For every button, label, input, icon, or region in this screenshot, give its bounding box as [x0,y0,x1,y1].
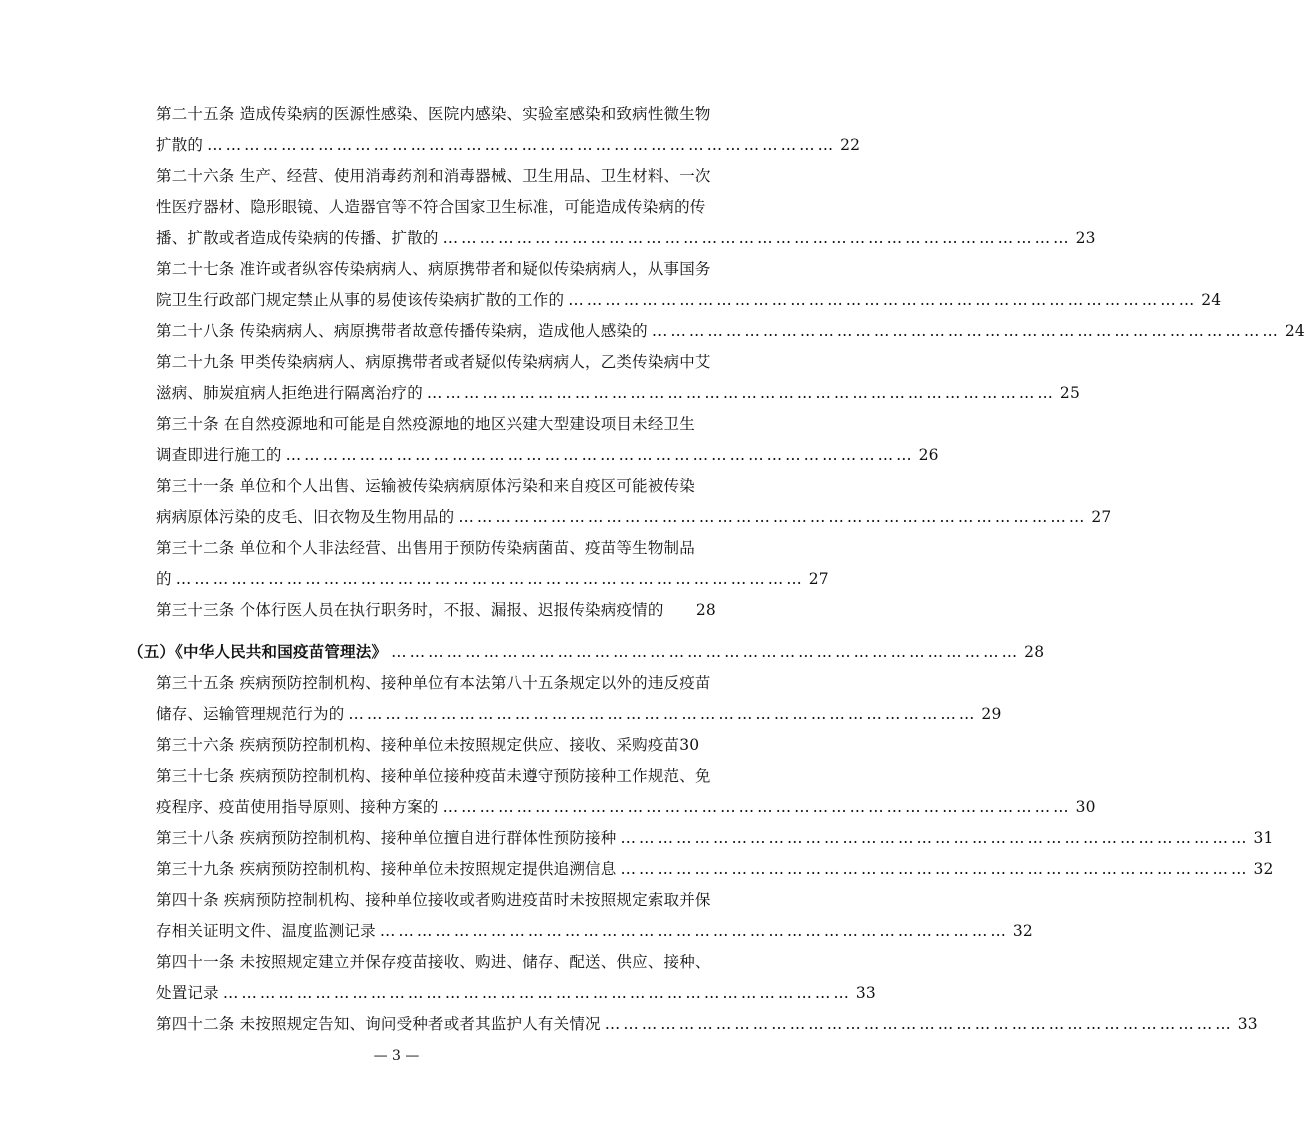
toc-page-number: 25 [1059,384,1081,402]
toc-page-number: 23 [1075,229,1096,247]
toc-line [156,159,716,193]
toc-text: 扩散的 [156,136,204,154]
toc-entry [156,221,1096,255]
toc-entry [156,976,876,1010]
toc-line [156,252,716,286]
toc-entry [156,697,1002,731]
toc-page-number: 27 [808,570,829,588]
toc-text: 第三十五条 疾病预防控制机构、接种单位有本法第八十五条规定以外的违反疫苗 [156,674,711,692]
toc-line [156,728,716,762]
toc-text: 疫程序、疫苗使用指导原则、接种方案的 [156,798,439,816]
toc-line [156,190,716,224]
toc-line [156,759,716,793]
toc-line [156,945,716,979]
toc-page-number: 27 [1091,508,1112,526]
toc-page-number: 31 [1253,829,1274,847]
toc-text: 性医疗器材、隐形眼镜、人造器官等不符合国家卫生标准，可能造成传染病的传 [156,198,706,216]
toc-entry [156,914,1033,948]
toc-text: 播、扩散或者造成传染病的传播、扩散的 [156,229,439,247]
toc-entry [156,593,716,627]
toc-entry [156,562,829,596]
dot-leader: ………………………………………………………………………………………… [620,860,1250,878]
toc-text: 第四十一条 未按照规定建立并保存疫苗接收、购进、储存、配送、供应、接种、 [156,953,711,971]
section-title: （五）《中华人民共和国疫苗管理法》 [128,642,388,661]
toc-line [156,407,716,441]
toc-text: 第三十二条 单位和个人非法经营、出售用于预防传染病菌苗、疫苗等生物制品 [156,539,695,557]
dot-leader: ………………………………………………………………………………………… [442,798,1072,816]
toc-line [156,531,716,565]
toc-page-number: 30 [1075,798,1096,816]
toc-entry [156,376,1081,410]
toc-text: 储存、运输管理规范行为的 [156,705,345,723]
dot-leader: ………………………………………………………………………………………… [222,984,852,1002]
toc-text: 滋病、肺炭疽病人拒绝进行隔离治疗的 [156,384,423,402]
dot-leader: ………………………………………………………………………………………… [285,446,915,464]
toc-entry [156,283,1222,317]
dot-leader: ………………………………………………………………………………………… [458,508,1088,526]
toc-text: 第二十九条 甲类传染病病人、病原携带者或者疑似传染病病人，乙类传染病中艾 [156,353,711,371]
toc-text: 第三十一条 单位和个人出售、运输被传染病病原体污染和来自疫区可能被传染 [156,477,695,495]
toc-page-number: 28 [695,601,716,619]
dot-leader: ………………………………………………………………………………………… [207,136,837,154]
toc-page-number: 33 [855,984,876,1002]
toc-text: 第四十二条 未按照规定告知、询问受种者或者其监护人有关情况 [156,1015,601,1033]
toc-page-number: 32 [1253,860,1274,878]
toc-text: 第三十三条 个体行医人员在执行职务时，不报、漏报、迟报传染病疫情的 [156,601,664,619]
toc-line [156,666,716,700]
toc-text: 处置记录 [156,984,219,1002]
dot-leader: ………………………………………………………………………………………… [391,643,1021,661]
toc-page-number: 22 [840,136,861,154]
dot-leader: ………………………………………………………………………………………… [620,829,1250,847]
dot-leader: ………………………………………………………………………………………… [442,229,1072,247]
dot-leader: ………………………………………………………………………………………… [175,570,805,588]
toc-text: 第四十条 疾病预防控制机构、接种单位接收或者购进疫苗时未按照规定索取并保 [156,891,711,909]
dot-leader: ………………………………………………………………………………………… [604,1015,1234,1033]
toc-line [156,469,716,503]
toc-text: 第二十七条 准许或者纵容传染病病人、病原携带者和疑似传染病病人，从事国务 [156,260,711,278]
toc-page-number: 29 [981,705,1002,723]
toc-page-number: 24 [1284,322,1305,340]
dot-leader: ………………………………………………………………………………………… [348,705,978,723]
toc-text: 第二十六条 生产、经营、使用消毒药剂和消毒器械、卫生用品、卫生材料、一次 [156,167,711,185]
toc-text: 第三十八条 疾病预防控制机构、接种单位擅自进行群体性预防接种 [156,829,617,847]
toc-text: 第三十条 在自然疫源地和可能是自然疫源地的地区兴建大型建设项目未经卫生 [156,415,695,433]
page-footer: — 3 — [373,1048,420,1064]
dot-leader: ………………………………………………………………………………………… [379,922,1009,940]
toc-entry [156,314,1305,348]
toc-line [156,97,716,131]
toc-page-number: 33 [1237,1015,1258,1033]
toc-text: 第三十六条 疾病预防控制机构、接种单位未按照规定供应、接收、采购疫苗30 [156,736,700,754]
toc-entry [156,852,1274,886]
dot-leader: ………………………………………………………………………………………… [568,291,1198,309]
toc-entry [156,790,1096,824]
dot-leader: ………………………………………………………………………………………… [426,384,1056,402]
toc-text: 调查即进行施工的 [156,446,282,464]
toc-text: 存相关证明文件、温度监测记录 [156,922,376,940]
toc-entry [156,128,861,162]
toc-text: 院卫生行政部门规定禁止从事的易使该传染病扩散的工作的 [156,291,565,309]
dot-leader: ………………………………………………………………………………………… [651,322,1281,340]
toc-page-number: 32 [1012,922,1033,940]
toc-line [156,883,716,917]
toc-line [156,345,716,379]
toc-entry [156,500,1112,534]
toc-text: 第三十七条 疾病预防控制机构、接种单位接种疫苗未遵守预防接种工作规范、免 [156,767,711,785]
toc-entry [156,821,1274,855]
toc-page-number: 28 [1024,643,1045,661]
toc-entry [156,1007,1258,1041]
toc-text: 第二十五条 造成传染病的医源性感染、医院内感染、实验室感染和致病性微生物 [156,105,711,123]
toc-section-heading [128,635,1045,669]
toc-page-number: 24 [1201,291,1222,309]
toc-page-number: 26 [918,446,939,464]
toc-text: 病病原体污染的皮毛、旧衣物及生物用品的 [156,508,455,526]
toc-text: 第二十八条 传染病病人、病原携带者故意传播传染病，造成他人感染的 [156,322,648,340]
dot-leader [668,593,692,627]
toc-text: 的 [156,570,172,588]
toc-entry [156,438,939,472]
toc-text: 第三十九条 疾病预防控制机构、接种单位未按照规定提供追溯信息 [156,860,617,878]
